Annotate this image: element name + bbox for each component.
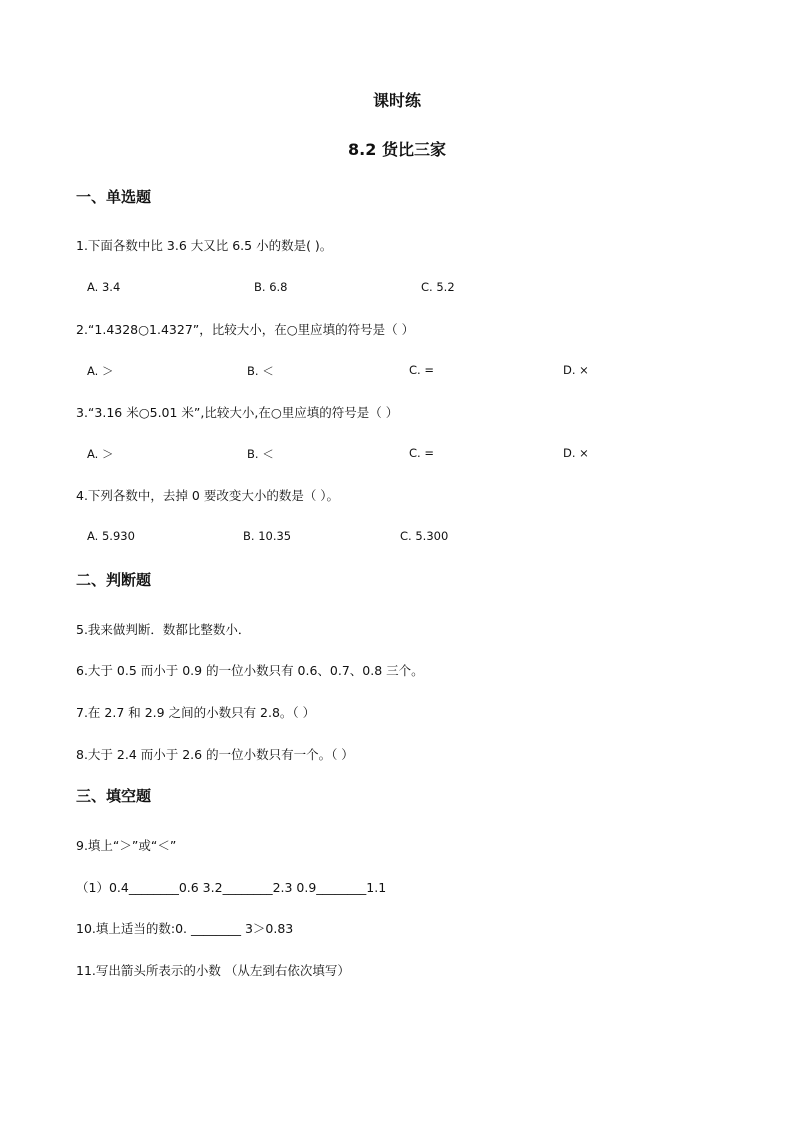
question-7: 7.在 2.7 和 2.9 之间的小数只有 2.8。（ ） (76, 705, 316, 720)
question-5: 5.我来做判断．数都比整数小． (76, 622, 251, 637)
question-1: 1.下面各数中比 3.6 大又比 6.5 小的数是( )。 (76, 238, 333, 253)
question-3: 3.“3.16 米○5.01 米”,比较大小,在○里应填的符号是（ ） (76, 405, 399, 420)
section-heading-fill-blank: 三、填空题 (76, 787, 152, 805)
question-9: 9.填上“＞”或“＜” (76, 838, 177, 853)
question-2-option-c: C. = (409, 363, 434, 377)
page-subtitle: 8.2 货比三家 (348, 140, 446, 159)
question-2-option-a: A. ＞ (87, 364, 114, 378)
question-1-option-b: B. 6.8 (254, 280, 288, 294)
question-2: 2.“1.4328○1.4327”，比较大小，在○里应填的符号是（ ） (76, 322, 415, 337)
section-heading-true-false: 二、判断题 (76, 571, 152, 589)
question-4: 4.下列各数中，去掉 0 要改变大小的数是（ ）。 (76, 488, 340, 503)
question-1-option-a: A. 3.4 (87, 280, 121, 294)
question-9-part-1: （1）0.4________0.6 3.2________2.3 0.9________1.1 (76, 880, 387, 895)
question-4-option-c: C. 5.300 (400, 529, 449, 543)
question-3-option-a: A. ＞ (87, 447, 114, 461)
question-11: 11.写出箭头所表示的小数 （从左到右依次填写） (76, 963, 350, 978)
question-8: 8.大于 2.4 而小于 2.6 的一位小数只有一个。（ ） (76, 747, 354, 762)
question-2-option-d: D. × (563, 363, 589, 377)
section-heading-single-choice: 一、单选题 (76, 188, 152, 206)
question-4-option-a: A. 5.930 (87, 529, 135, 543)
question-1-option-c: C. 5.2 (421, 280, 455, 294)
question-4-option-b: B. 10.35 (243, 529, 292, 543)
page-title: 课时练 (372, 91, 421, 110)
question-10: 10.填上适当的数:0. ________ 3＞0.83 (76, 921, 294, 936)
question-6: 6.大于 0.5 而小于 0.9 的一位小数只有 0.6、0.7、0.8 三个。 (76, 663, 424, 678)
question-3-option-b: B. ＜ (247, 447, 274, 461)
question-3-option-c: C. = (409, 446, 434, 460)
question-3-option-d: D. × (563, 446, 589, 460)
question-2-option-b: B. ＜ (247, 364, 274, 378)
